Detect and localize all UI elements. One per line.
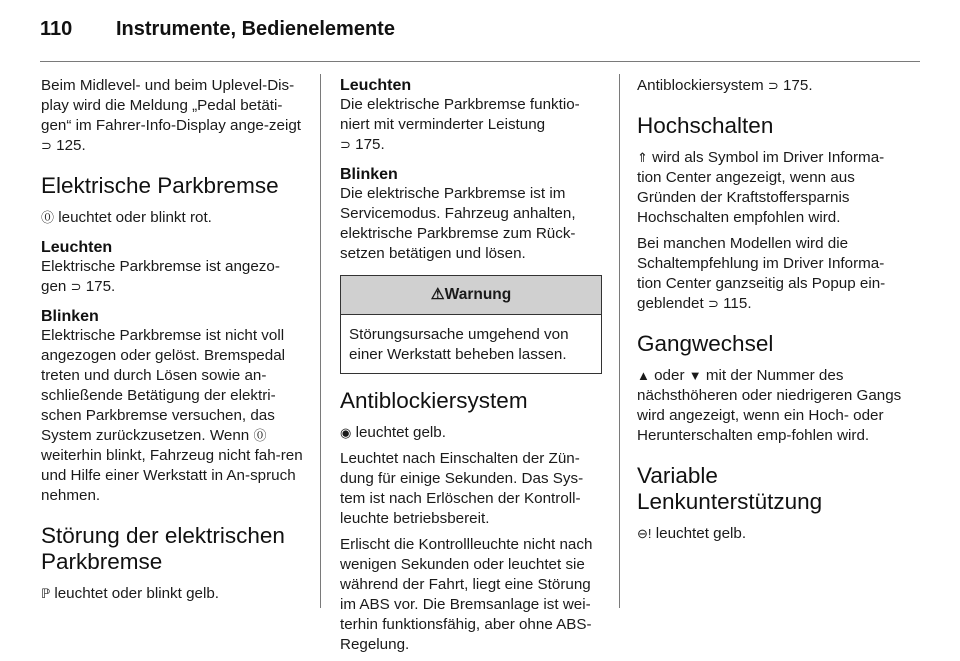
blinken-paragraph: Die elektrische Parkbremse ist im Servicemodus. Fahrzeug anhalten, elektrische Parkbremse zum Rück-setzen betätigen und lösen. bbox=[340, 185, 576, 262]
parkbremse-paragraph: ⓪ leuchtet oder blinkt rot. bbox=[41, 209, 212, 226]
section-heading-gangwechsel: Gangwechsel bbox=[637, 331, 774, 356]
parking-brake-fault-icon: ℙ bbox=[41, 586, 51, 601]
gangwechsel-paragraph: ▲ oder ▼ mit der Nummer des nächsthöheren oder niedrigeren Gangs wird angezeigt, wenn ein Hoch- oder Herunterschalten emp-fohlen wird. bbox=[637, 367, 902, 444]
subheading-blinken: Blinken bbox=[41, 308, 99, 325]
reference-arrow-icon: ⊃ bbox=[767, 78, 779, 93]
reference-arrow-icon: ⊃ bbox=[41, 138, 52, 153]
warning-header bbox=[341, 276, 601, 315]
abs-paragraph: ◉ leuchtet gelb. bbox=[340, 424, 446, 441]
upshift-icon: ⇑ bbox=[637, 150, 648, 165]
column-1 bbox=[41, 76, 303, 610]
page-title: Instrumente, Bedienelemente bbox=[116, 18, 395, 40]
column-3 bbox=[637, 76, 903, 550]
column-divider bbox=[320, 74, 321, 608]
reference-arrow-icon: ⊃ bbox=[707, 296, 719, 311]
warning-box bbox=[340, 275, 602, 374]
section-heading-stoerung: Störung der elektrischen Parkbremse bbox=[41, 523, 285, 574]
page-header bbox=[40, 18, 920, 41]
parking-brake-icon: ⓪ bbox=[41, 210, 55, 225]
parking-brake-icon: ⓪ bbox=[253, 428, 267, 443]
page-reference[interactable]: 175. bbox=[782, 77, 813, 94]
leuchten-paragraph: Elektrische Parkbremse ist angezo-gen ⊃ 175. bbox=[41, 258, 280, 295]
page-reference[interactable]: 125. bbox=[56, 137, 86, 154]
page-reference[interactable]: 115. bbox=[723, 295, 752, 312]
section-heading-parkbremse: Elektrische Parkbremse bbox=[41, 173, 279, 198]
intro-paragraph: Beim Midlevel- und beim Uplevel-Dis-play wird die Meldung „Pedal betäti-gen“ im Fahrer-Info-Display ange-zeigt ⊃ 125. bbox=[41, 77, 301, 154]
variable-paragraph: ⊖! leuchtet gelb. bbox=[637, 525, 747, 542]
leuchten-paragraph: Die elektrische Parkbremse funktio-niert mit verminderter Leistung ⊃ 175. bbox=[340, 96, 580, 153]
warning-icon: ⚠ bbox=[430, 286, 445, 303]
section-heading-abs: Antiblockiersystem bbox=[340, 388, 528, 413]
page-number: 110 bbox=[40, 18, 73, 40]
triangle-down-icon: ▼ bbox=[688, 368, 702, 383]
column-2 bbox=[340, 76, 602, 661]
blinken-paragraph: Elektrische Parkbremse ist nicht voll angezogen oder gelöst. Bremspedal treten und durch Lösen sowie an-schließende Betätigung der elektri-schen Parkbremse versuchen, das System zurückzusetzen. Wenn ⓪ weiterhin blinkt, Fahrzeug nicht fah-ren und Hilfe einer Werkstatt in An-spruch nehmen. bbox=[41, 327, 303, 504]
triangle-up-icon: ▲ bbox=[637, 368, 650, 383]
page-reference[interactable]: 175. bbox=[355, 136, 385, 153]
warning-title: Warnung bbox=[444, 286, 512, 303]
page-reference[interactable]: 175. bbox=[85, 278, 116, 295]
abs-reference-line: Antiblockiersystem ⊃ 175. bbox=[637, 77, 813, 94]
subheading-leuchten: Leuchten bbox=[340, 77, 412, 94]
warning-text: Störungsursache umgehend von einer Werkstatt beheben lassen. bbox=[349, 326, 569, 363]
abs-paragraph-2: Erlischt die Kontrollleuchte nicht nach wenigen Sekunden oder leuchtet sie während der Fahrt, liegt eine Störung im ABS vor. Die Bremsanlage ist wei-terhin funktionsfähig, aber ohne ABS-Regelung. bbox=[340, 536, 593, 653]
steering-warning-icon: ⊖! bbox=[637, 526, 652, 541]
column-divider bbox=[619, 74, 620, 608]
section-heading-variable: Variable Lenkunterstützung bbox=[637, 463, 823, 514]
stoerung-paragraph: ℙ leuchtet oder blinkt gelb. bbox=[41, 585, 219, 602]
section-heading-hochschalten: Hochschalten bbox=[637, 113, 774, 138]
abs-icon: ◉ bbox=[340, 425, 352, 440]
subheading-leuchten: Leuchten bbox=[41, 239, 113, 256]
hochschalten-paragraph-2: Bei manchen Modellen wird die Schaltempfehlung im Driver Informa-tion Center ganzseitig als Popup ein-geblendet ⊃ 115. bbox=[637, 235, 886, 312]
abs-paragraph-1: Leuchtet nach Einschalten der Zün-dung für einige Sekunden. Das Sys-tem ist nach Erlöschen der Kontroll-leuchte betriebsbereit. bbox=[340, 450, 584, 527]
header-divider bbox=[40, 61, 920, 62]
reference-arrow-icon: ⊃ bbox=[70, 279, 82, 294]
subheading-blinken: Blinken bbox=[340, 166, 398, 183]
hochschalten-paragraph-1: ⇑ wird als Symbol im Driver Informa-tion Center angezeigt, wenn aus Gründen der Kraftstoffersparnis Hochschalten empfohlen wird. bbox=[637, 149, 885, 226]
reference-arrow-icon: ⊃ bbox=[340, 137, 351, 152]
